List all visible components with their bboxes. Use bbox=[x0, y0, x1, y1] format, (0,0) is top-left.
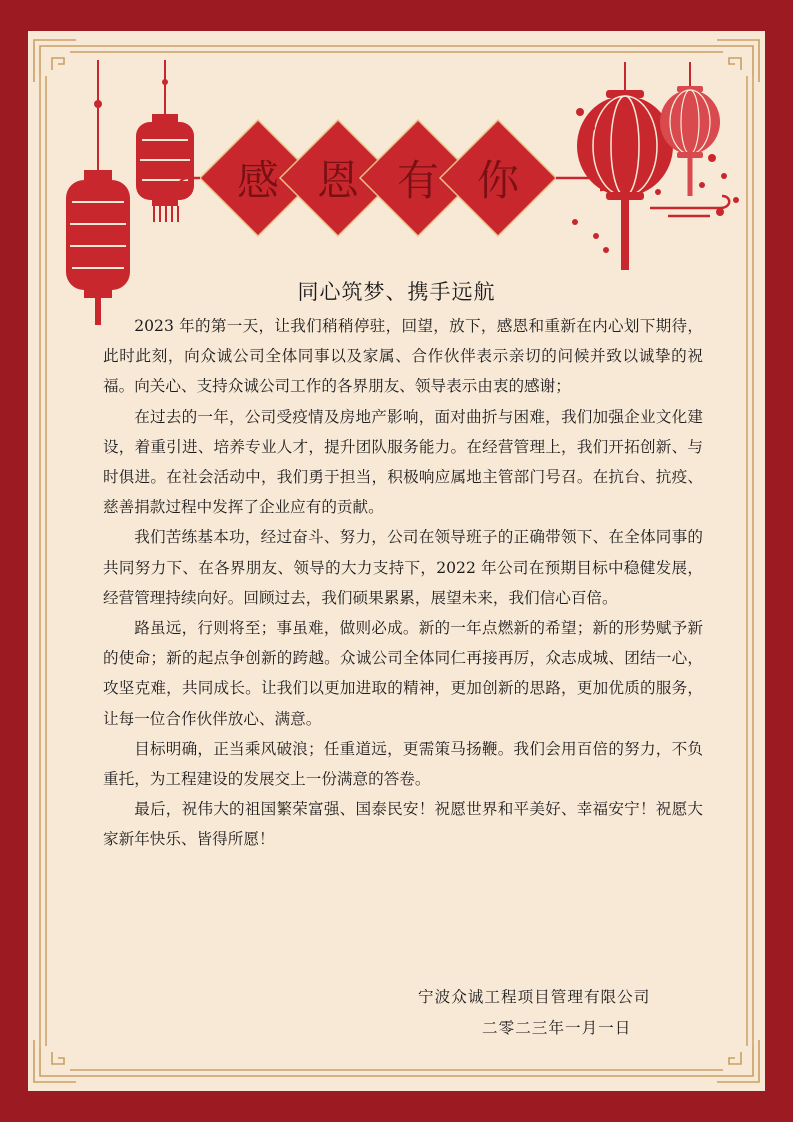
title-char-2: 恩 bbox=[316, 156, 359, 205]
right-lanterns-icon bbox=[577, 62, 720, 270]
title-char-1: 感 bbox=[236, 156, 279, 205]
letter-subtitle: 同心筑梦、携手远航 bbox=[297, 280, 496, 304]
paragraph-2: 在过去的一年，公司受疫情及房地产影响，面对曲折与困难，我们加强企业文化建设，着重引进、培养专业人才，提升团队服务能力。在经营管理上，我们开拓创新、与时俱进。在社会活动中，我们勇于担当，积极响应属地主管部门号召。在抗台、抗疫、慈善捐款过程中发挥了企业应有的贡献。 bbox=[103, 407, 703, 517]
letter-body bbox=[103, 311, 703, 855]
paragraph-3: 我们苦练基本功，经过奋斗、努力，公司在领导班子的正确带领下、在全体同事的共同努力下、在各界朋友、领导的大力支持下，2022 年公司在预期目标中稳健发展，经营管理持续向好。回顾过去，我们硕果累累，展望未来，我们信心百倍。 bbox=[103, 528, 703, 607]
paragraph-6: 最后，祝伟大的祖国繁荣富强、国泰民安！祝愿世界和平美好、幸福安宁！祝愿大家新年快乐、皆得所愿！ bbox=[103, 800, 703, 849]
company-signature: 宁波众诚工程项目管理有限公司 bbox=[418, 988, 651, 1006]
letter-date: 二零二三年一月一日 bbox=[482, 1019, 632, 1037]
paragraph-4: 路虽远，行则将至；事虽难，做则必成。新的一年点燃新的希望；新的形势赋予新的使命；新的起点争创新的跨越。众诚公司全体同仁再接再厉，众志成城、团结一心，攻坚克难，共同成长。让我们以更加进取的精神，更加创新的思路，更加优质的服务，让每一位合作伙伴放心、满意。 bbox=[103, 619, 703, 728]
title-char-4: 你 bbox=[476, 156, 519, 205]
paragraph-5: 目标明确，正当乘风破浪；任重道远，更需策马扬鞭。我们会用百倍的努力，不负重托，为工程建设的发展交上一份满意的答卷。 bbox=[103, 739, 703, 789]
paragraph-1: 2023 年的第一天，让我们稍稍停驻，回望，放下，感恩和重新在内心划下期待，此时此刻，向众诚公司全体同事以及家属、合作伙伴表示亲切的问候并致以诚挚的祝福。向关心、支持众诚公司工作的各界朋友、领导表示由衷的感谢； bbox=[103, 317, 703, 396]
title-char-3: 有 bbox=[396, 156, 439, 205]
